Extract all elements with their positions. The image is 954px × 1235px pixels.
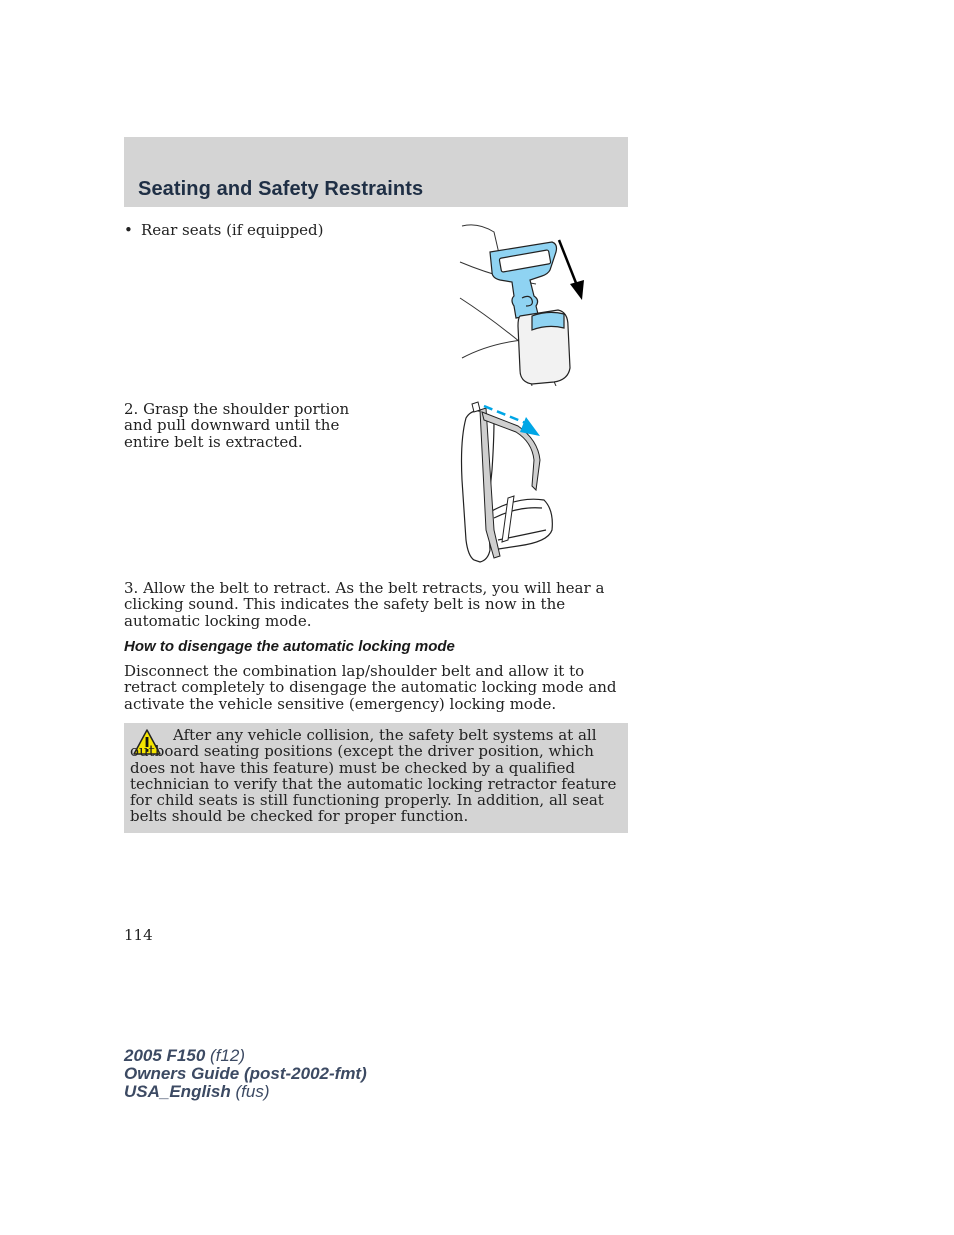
footer-language: USA_English bbox=[124, 1082, 231, 1101]
warning-text: After any vehicle collision, the safety belt systems at all outboard seating positions (except the driver position, which does not have this feature) must be checked by a qualified technician to verify that the automatic locking retractor feature for child seats is still functioning properly. In addition, all seat belts should be checked for proper function. bbox=[130, 726, 617, 826]
section-title: Seating and Safety Restraints bbox=[138, 178, 424, 200]
subheading: How to disengage the automatic locking mode bbox=[124, 638, 455, 655]
step-2-text: 2. Grasp the shoulder portion and pull downward until the entire belt is extracted. bbox=[124, 400, 350, 451]
page-number: 114 bbox=[124, 926, 153, 944]
seat-belt-extraction-illustration bbox=[458, 400, 560, 565]
bullet-text: Rear seats (if equipped) bbox=[141, 221, 324, 239]
bullet-symbol: • bbox=[124, 221, 133, 239]
step-3-text: 3. Allow the belt to retract. As the belt retracts, you will hear a clicking sound. This indicates the safety belt is now in the automatic locking mode. bbox=[124, 579, 605, 630]
section-header-band bbox=[124, 137, 628, 207]
bullet-item bbox=[124, 222, 324, 238]
footer-model: 2005 F150 bbox=[124, 1046, 206, 1065]
footer-model-code: (f12) bbox=[210, 1046, 245, 1065]
footer-guide: Owners Guide (post-2002-fmt) bbox=[124, 1064, 367, 1083]
disengage-paragraph: Disconnect the combination lap/shoulder belt and allow it to retract completely to disengage the automatic locking mode and activate the vehicle sensitive (emergency) locking mode. bbox=[124, 662, 617, 713]
document-footer bbox=[124, 1047, 367, 1101]
footer-language-code: (fus) bbox=[235, 1082, 270, 1101]
warning-box bbox=[124, 723, 628, 833]
belt-buckle-illustration bbox=[458, 218, 588, 386]
